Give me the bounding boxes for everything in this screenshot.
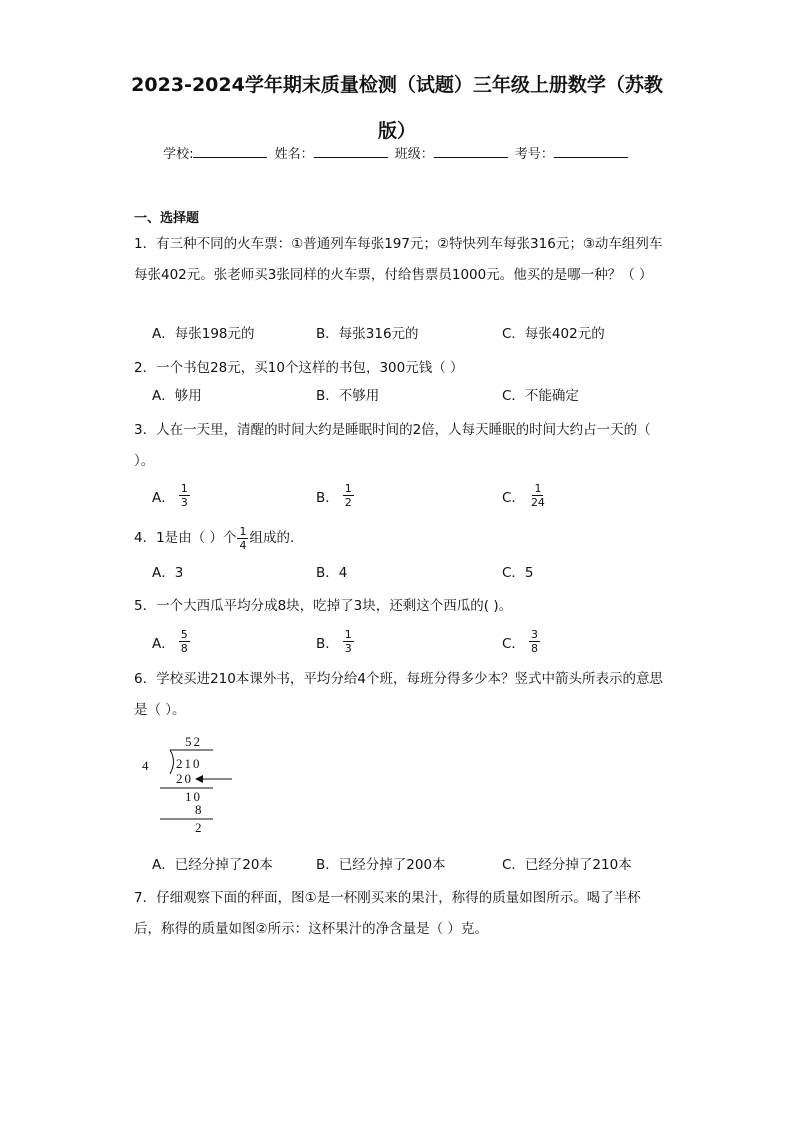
option-prefix: B． [316,489,339,506]
option-prefix: A． [152,635,175,652]
numerator: 3 [530,628,538,641]
class-blank[interactable] [434,145,508,158]
fraction [237,525,248,552]
fraction [179,482,190,509]
name-label: 姓名： [274,147,314,162]
option-b[interactable] [316,482,354,509]
question-1: 1．有三种不同的火车票：①普通列车每张197元；②特快列车每张316元；③动车组列车每张402元。张老师买3张同样的火车票，付给售票员1000元。他买的是哪一种？（ ） [134,236,663,283]
numerator: 1 [180,482,188,495]
number-blank[interactable] [554,145,628,158]
option-a[interactable]: A．每张198元的 [152,326,255,342]
option-c[interactable]: C．5 [502,565,534,581]
question-6-options [152,853,672,883]
option-b[interactable]: B．每张316元的 [316,326,419,342]
long-division-figure [140,734,250,839]
option-b[interactable]: B．不够用 [316,388,380,404]
question-2-options [152,384,672,414]
question-4 [134,523,664,554]
subtract-step-1: 20 [176,771,193,786]
question-4-text-before: 4．1是由（ ）个 [134,530,237,546]
fraction [179,628,190,655]
fraction [343,482,354,509]
denominator: 3 [180,496,188,509]
option-a[interactable]: A．3 [152,565,184,581]
option-prefix: C． [502,635,525,652]
numerator: 1 [534,482,542,495]
remainder: 2 [195,820,204,835]
fraction [343,628,354,655]
question-5: 5．一个大西瓜平均分成8块，吃掉了3块，还剩这个西瓜的( )。 [134,598,513,614]
dividend: 210 [176,756,202,771]
denominator: 2 [344,496,352,509]
denominator: 3 [344,642,352,655]
option-b[interactable]: B．4 [316,565,348,581]
denominator: 8 [530,642,538,655]
numerator: 1 [344,482,352,495]
class-label: 班级： [394,147,434,162]
numerator: 5 [180,628,188,641]
question-6: 6．学校买进210本课外书，平均分给4个班，每班分得多少本？竖式中箭头所表示的意思是（ ）。 [134,671,663,718]
option-c[interactable]: C．已经分掉了210本 [502,857,632,873]
numerator: 1 [239,525,247,538]
page-title: 2023-2024学年期末质量检测（试题）三年级上册数学（苏教版） [131,74,663,142]
numerator: 1 [344,628,352,641]
subtract-step-3: 8 [195,802,204,817]
option-a[interactable]: A．够用 [152,388,202,404]
option-b[interactable]: B．已经分掉了200本 [316,857,446,873]
option-c[interactable] [502,482,547,509]
school-label: 学校: [163,147,194,162]
question-5-options [152,628,672,658]
question-1-options [152,322,672,352]
section-title: 一、选择题 [134,211,200,226]
question-4-text-after: 组成的. [249,530,295,546]
option-prefix: B． [316,635,339,652]
option-prefix: A． [152,489,175,506]
denominator: 8 [180,642,188,655]
subtract-step-2: 10 [185,789,202,804]
question-4-options [152,561,672,591]
name-blank[interactable] [314,145,388,158]
option-a[interactable] [152,628,190,655]
option-c[interactable] [502,628,540,655]
option-prefix: C． [502,489,525,506]
student-info-line [0,143,794,162]
option-c[interactable]: C．不能确定 [502,388,579,404]
question-3-options [152,482,672,512]
quotient: 52 [185,734,202,749]
fraction [529,482,547,509]
option-b[interactable] [316,628,354,655]
option-c[interactable]: C．每张402元的 [502,326,605,342]
question-3: 3．人在一天里，清醒的时间大约是睡眠时间的2倍，人每天睡眠的时间大约占一天的（ ）。 [134,422,651,469]
divisor: 4 [142,758,151,773]
denominator: 4 [239,539,247,552]
question-7: 7．仔细观察下面的秤面，图①是一杯刚买来的果汁，称得的质量如图所示。喝了半杯后，称得的质量如图②所示：这杯果汁的净含量是（ ）克。 [134,890,641,937]
fraction [529,628,540,655]
denominator: 24 [530,496,545,509]
option-a[interactable]: A．已经分掉了20本 [152,857,273,873]
option-a[interactable] [152,482,190,509]
number-label: 考号： [514,147,554,162]
school-blank[interactable] [193,145,267,158]
question-2: 2．一个书包28元，买10个这样的书包，300元钱（ ） [134,360,464,376]
